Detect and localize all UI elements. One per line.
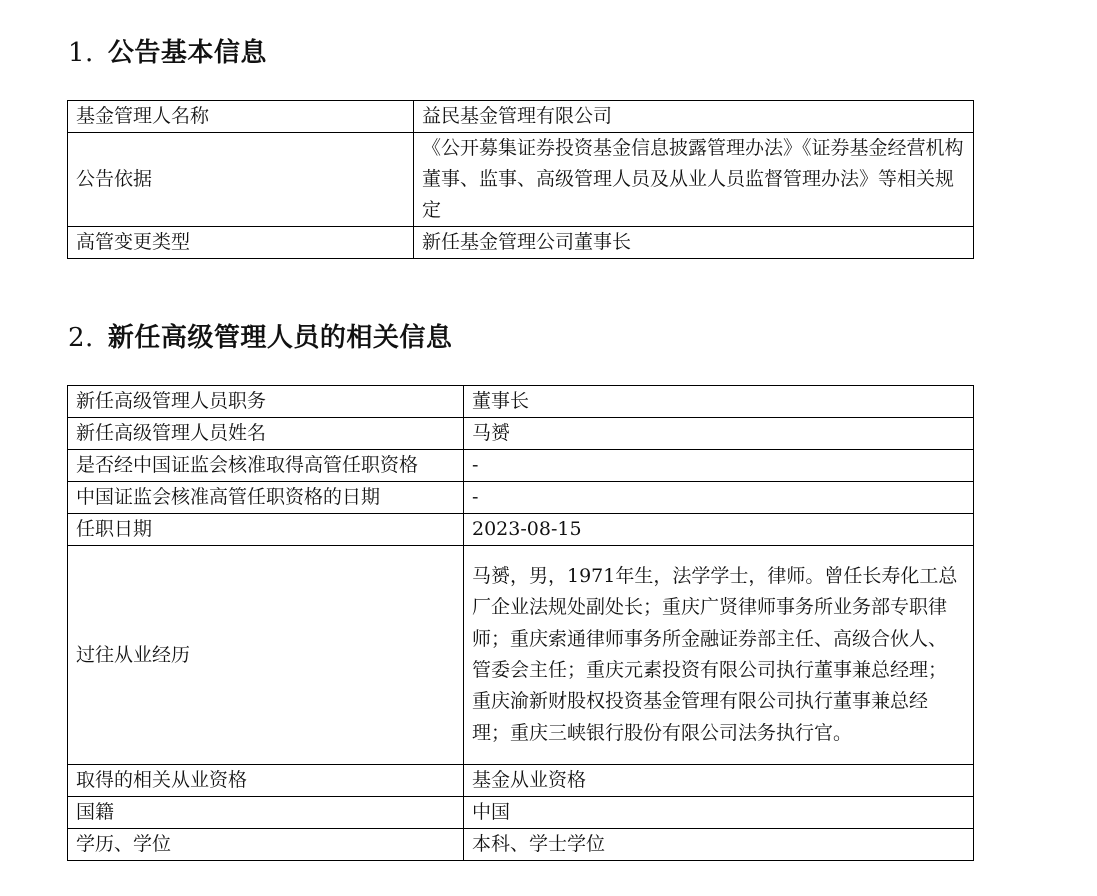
- change-type-label: 高管变更类型: [68, 227, 414, 259]
- table-row: [68, 482, 974, 514]
- table-row: [68, 133, 974, 227]
- fund-manager-name-label: 基金管理人名称: [68, 101, 414, 133]
- table-row: [68, 386, 974, 418]
- table-row: [68, 829, 974, 861]
- name-label: 新任高级管理人员姓名: [68, 418, 464, 450]
- career-history-label: 过往从业经历: [68, 546, 464, 765]
- announcement-basis-label: 公告依据: [68, 133, 414, 227]
- table-row: [68, 797, 974, 829]
- section-1-title: 公告基本信息: [107, 38, 267, 68]
- table-row: [68, 450, 974, 482]
- csrc-approval-date-label: 中国证监会核准高管任职资格的日期: [68, 482, 464, 514]
- table-row: [68, 765, 974, 797]
- name-value: 马赟: [464, 418, 974, 450]
- qualification-label: 取得的相关从业资格: [68, 765, 464, 797]
- csrc-approval-date-value: -: [464, 482, 974, 514]
- announcement-basis-value: 《公开募集证券投资基金信息披露管理办法》《证券基金经营机构董事、监事、高级管理人员及从业人员监督管理办法》等相关规定: [422, 137, 964, 221]
- section-2-number: 2.: [68, 323, 94, 353]
- change-type-value: 新任基金管理公司董事长: [414, 227, 974, 259]
- appointment-date-value: 2023-08-15: [464, 514, 974, 546]
- announcement-basic-info-table: [67, 100, 974, 259]
- career-history-value: 马赟，男，1971年生，法学学士，律师。曾任长寿化工总厂企业法规处副处长；重庆广贤律师事务所业务部专职律师；重庆索通律师事务所金融证券部主任、高级合伙人、管委会主任；重庆元素投资有限公司执行董事兼总经理；重庆渝新财股权投资基金管理有限公司执行董事兼总经理；重庆三峡银行股份有限公司法务执行官。: [472, 564, 958, 744]
- education-label: 学历、学位: [68, 829, 464, 861]
- section-2-title: 新任高级管理人员的相关信息: [107, 323, 453, 353]
- position-value: 董事长: [464, 386, 974, 418]
- nationality-label: 国籍: [68, 797, 464, 829]
- section-1-number: 1.: [68, 38, 94, 68]
- table-row: [68, 514, 974, 546]
- position-label: 新任高级管理人员职务: [68, 386, 464, 418]
- csrc-approval-label: 是否经中国证监会核准取得高管任职资格: [68, 450, 464, 482]
- section-1-heading: [68, 37, 267, 69]
- section-2-heading: [68, 322, 452, 354]
- new-executive-info-table: [67, 385, 974, 861]
- table-row: [68, 546, 974, 765]
- table-row: [68, 227, 974, 259]
- csrc-approval-value: -: [464, 450, 974, 482]
- fund-manager-name-value: 益民基金管理有限公司: [414, 101, 974, 133]
- nationality-value: 中国: [464, 797, 974, 829]
- table-row: [68, 418, 974, 450]
- appointment-date-label: 任职日期: [68, 514, 464, 546]
- table-row: [68, 101, 974, 133]
- qualification-value: 基金从业资格: [464, 765, 974, 797]
- education-value: 本科、学士学位: [464, 829, 974, 861]
